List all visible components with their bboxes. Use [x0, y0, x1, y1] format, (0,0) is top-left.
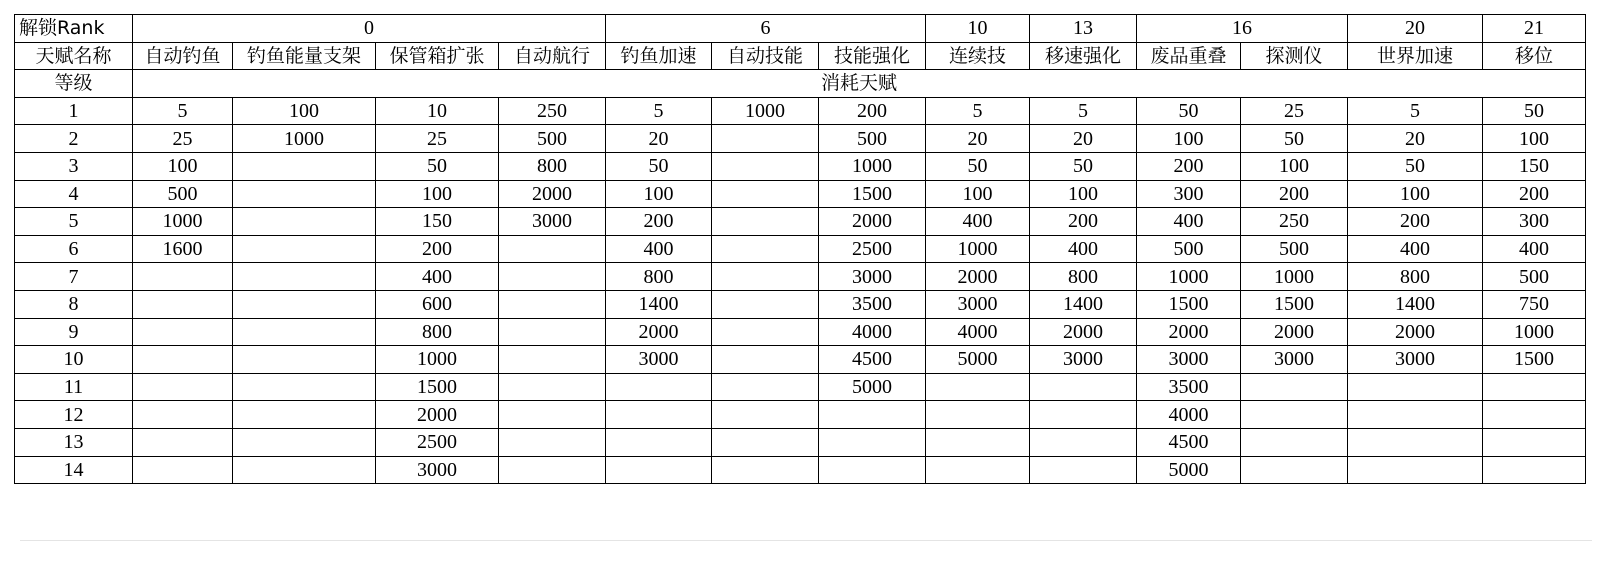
cost-cell: 3000	[376, 456, 499, 484]
level-cell: 12	[15, 401, 133, 429]
cost-cell: 100	[926, 180, 1030, 208]
cost-cell: 5	[133, 97, 233, 125]
cost-cell: 1500	[819, 180, 926, 208]
table-row	[15, 456, 1586, 484]
cost-cell: 100	[1241, 152, 1348, 180]
cost-cell	[606, 428, 712, 456]
cost-cell: 4000	[819, 318, 926, 346]
cost-cell: 2000	[1348, 318, 1483, 346]
cost-cell: 500	[1483, 263, 1586, 291]
cost-cell: 1400	[1030, 290, 1137, 318]
cost-cell: 600	[376, 290, 499, 318]
cost-cell	[606, 373, 712, 401]
cost-cell: 250	[499, 97, 606, 125]
talent-cost-sheet	[14, 14, 1586, 484]
cost-cell	[133, 373, 233, 401]
cost-cell: 1000	[1137, 263, 1241, 291]
cost-cell	[926, 373, 1030, 401]
cost-cell	[712, 290, 819, 318]
cost-cell: 3000	[819, 263, 926, 291]
cost-cell: 5000	[1137, 456, 1241, 484]
cost-cell: 3000	[499, 208, 606, 236]
cost-cell	[499, 456, 606, 484]
cost-cell: 2000	[819, 208, 926, 236]
talent-name-cell: 移位	[1483, 42, 1586, 70]
cost-cell: 3000	[1030, 346, 1137, 374]
talent-name-cell: 移速强化	[1030, 42, 1137, 70]
cost-cell	[233, 290, 376, 318]
cost-cell: 4000	[1137, 401, 1241, 429]
talent-name-cell: 探测仪	[1241, 42, 1348, 70]
talent-name-cell: 保管箱扩张	[376, 42, 499, 70]
cost-cell	[499, 290, 606, 318]
cost-cell: 500	[1137, 235, 1241, 263]
cost-cell: 1000	[233, 125, 376, 153]
cost-cell	[233, 235, 376, 263]
rank-group-16: 16	[1137, 15, 1348, 43]
cost-label: 消耗天赋	[133, 70, 1586, 98]
cost-cell	[926, 456, 1030, 484]
cost-cell	[133, 428, 233, 456]
cost-cell	[233, 263, 376, 291]
talent-name-cell: 钓鱼能量支架	[233, 42, 376, 70]
cost-cell: 500	[499, 125, 606, 153]
cost-cell: 150	[376, 208, 499, 236]
cost-cell: 5000	[819, 373, 926, 401]
cost-cell	[1241, 456, 1348, 484]
talent-cost-table	[14, 14, 1586, 484]
cost-cell	[499, 318, 606, 346]
cost-cell: 5	[926, 97, 1030, 125]
table-row	[15, 208, 1586, 236]
cost-cell: 400	[1348, 235, 1483, 263]
cost-cell: 1500	[1241, 290, 1348, 318]
cost-cell: 2500	[819, 235, 926, 263]
page-divider	[20, 540, 1592, 541]
cost-cell	[1241, 428, 1348, 456]
cost-cell: 2000	[926, 263, 1030, 291]
cost-cell: 500	[1241, 235, 1348, 263]
cost-cell: 20	[606, 125, 712, 153]
level-cell: 13	[15, 428, 133, 456]
table-row	[15, 373, 1586, 401]
cost-cell: 500	[819, 125, 926, 153]
cost-cell	[926, 401, 1030, 429]
cost-cell	[1348, 428, 1483, 456]
cost-cell: 2000	[376, 401, 499, 429]
cost-cell: 50	[1483, 97, 1586, 125]
talent-name-cell: 自动航行	[499, 42, 606, 70]
talent-name-cell: 世界加速	[1348, 42, 1483, 70]
cost-cell: 50	[376, 152, 499, 180]
cost-cell: 50	[926, 152, 1030, 180]
cost-cell: 100	[133, 152, 233, 180]
rank-group-6: 6	[606, 15, 926, 43]
cost-cell: 800	[1030, 263, 1137, 291]
cost-cell: 50	[1241, 125, 1348, 153]
unlock-rank-label: 解锁Rank	[15, 15, 133, 43]
cost-cell: 400	[1030, 235, 1137, 263]
cost-cell	[1241, 373, 1348, 401]
cost-cell	[233, 318, 376, 346]
talent-name-row	[15, 42, 1586, 70]
cost-cell: 1000	[712, 97, 819, 125]
cost-cell: 1000	[926, 235, 1030, 263]
cost-cell: 3000	[606, 346, 712, 374]
cost-cell	[1483, 401, 1586, 429]
cost-cell	[233, 401, 376, 429]
cost-cell	[499, 263, 606, 291]
cost-cell: 200	[1030, 208, 1137, 236]
cost-cell	[133, 290, 233, 318]
cost-cell	[1348, 373, 1483, 401]
cost-cell: 25	[1241, 97, 1348, 125]
talent-name-cell: 技能强化	[819, 42, 926, 70]
cost-cell	[1030, 373, 1137, 401]
cost-cell	[1348, 456, 1483, 484]
cost-cell: 20	[1030, 125, 1137, 153]
cost-cell	[1241, 401, 1348, 429]
level-cell: 2	[15, 125, 133, 153]
table-row	[15, 97, 1586, 125]
cost-cell	[1483, 428, 1586, 456]
level-cell: 14	[15, 456, 133, 484]
rank-group-10: 10	[926, 15, 1030, 43]
table-row	[15, 346, 1586, 374]
cost-cell: 200	[606, 208, 712, 236]
cost-cell: 25	[376, 125, 499, 153]
cost-cell: 400	[1137, 208, 1241, 236]
level-cell: 3	[15, 152, 133, 180]
cost-cell: 5000	[926, 346, 1030, 374]
cost-cell	[712, 125, 819, 153]
cost-cell	[233, 346, 376, 374]
cost-cell: 20	[1348, 125, 1483, 153]
cost-cell	[499, 235, 606, 263]
cost-cell: 1000	[819, 152, 926, 180]
cost-cell: 1500	[1137, 290, 1241, 318]
cost-cell: 1400	[606, 290, 712, 318]
cost-cell: 100	[606, 180, 712, 208]
cost-cell	[233, 152, 376, 180]
cost-cell	[606, 456, 712, 484]
cost-cell	[233, 428, 376, 456]
cost-cell	[819, 428, 926, 456]
talent-name-cell: 废品重叠	[1137, 42, 1241, 70]
level-cell: 10	[15, 346, 133, 374]
cost-cell: 300	[1137, 180, 1241, 208]
talent-name-cell: 钓鱼加速	[606, 42, 712, 70]
cost-cell	[133, 456, 233, 484]
cost-cell: 400	[1483, 235, 1586, 263]
cost-cell	[1030, 401, 1137, 429]
cost-cell: 400	[376, 263, 499, 291]
cost-cell	[1030, 456, 1137, 484]
cost-cell: 100	[1137, 125, 1241, 153]
cost-cell: 3000	[926, 290, 1030, 318]
rank-header-row	[15, 15, 1586, 43]
cost-cell	[926, 428, 1030, 456]
cost-cell: 800	[1348, 263, 1483, 291]
cost-cell: 2500	[376, 428, 499, 456]
cost-cell	[499, 428, 606, 456]
cost-cell: 400	[926, 208, 1030, 236]
table-row	[15, 318, 1586, 346]
cost-cell	[133, 401, 233, 429]
rank-group-0: 0	[133, 15, 606, 43]
table-row	[15, 428, 1586, 456]
level-header-row	[15, 70, 1586, 98]
level-label: 等级	[15, 70, 133, 98]
cost-cell: 3000	[1137, 346, 1241, 374]
cost-cell	[499, 346, 606, 374]
cost-cell	[712, 235, 819, 263]
cost-cell: 1600	[133, 235, 233, 263]
table-row	[15, 152, 1586, 180]
talent-name-cell: 连续技	[926, 42, 1030, 70]
cost-cell: 4500	[819, 346, 926, 374]
cost-cell	[712, 208, 819, 236]
cost-cell: 200	[1137, 152, 1241, 180]
cost-cell	[233, 180, 376, 208]
cost-cell	[1348, 401, 1483, 429]
cost-cell	[133, 346, 233, 374]
level-cell: 6	[15, 235, 133, 263]
cost-cell: 100	[1483, 125, 1586, 153]
cost-cell: 750	[1483, 290, 1586, 318]
cost-cell: 3500	[819, 290, 926, 318]
table-row	[15, 125, 1586, 153]
cost-cell: 200	[819, 97, 926, 125]
cost-cell: 1400	[1348, 290, 1483, 318]
cost-cell: 150	[1483, 152, 1586, 180]
cost-cell: 1000	[1483, 318, 1586, 346]
cost-cell: 500	[133, 180, 233, 208]
cost-cell	[712, 318, 819, 346]
cost-cell: 1000	[376, 346, 499, 374]
cost-cell: 200	[376, 235, 499, 263]
cost-cell: 800	[376, 318, 499, 346]
table-row	[15, 235, 1586, 263]
level-cell: 8	[15, 290, 133, 318]
cost-cell: 50	[1348, 152, 1483, 180]
cost-cell: 2000	[1241, 318, 1348, 346]
cost-cell: 100	[1030, 180, 1137, 208]
cost-cell	[133, 263, 233, 291]
level-cell: 4	[15, 180, 133, 208]
level-cell: 7	[15, 263, 133, 291]
rank-group-21: 21	[1483, 15, 1586, 43]
cost-cell: 3000	[1348, 346, 1483, 374]
cost-cell	[233, 456, 376, 484]
talent-name-cell: 自动技能	[712, 42, 819, 70]
rank-group-20: 20	[1348, 15, 1483, 43]
cost-cell	[712, 346, 819, 374]
rank-group-13: 13	[1030, 15, 1137, 43]
talent-name-label: 天赋名称	[15, 42, 133, 70]
cost-cell: 50	[1030, 152, 1137, 180]
cost-cell	[499, 401, 606, 429]
cost-cell: 20	[926, 125, 1030, 153]
cost-cell	[712, 263, 819, 291]
cost-cell	[712, 456, 819, 484]
cost-cell	[712, 180, 819, 208]
cost-cell: 800	[499, 152, 606, 180]
cost-cell: 2000	[1030, 318, 1137, 346]
cost-cell: 200	[1483, 180, 1586, 208]
cost-cell: 100	[376, 180, 499, 208]
cost-cell: 200	[1348, 208, 1483, 236]
cost-cell: 5	[606, 97, 712, 125]
level-cell: 5	[15, 208, 133, 236]
table-row	[15, 263, 1586, 291]
cost-cell: 800	[606, 263, 712, 291]
talent-name-cell: 自动钓鱼	[133, 42, 233, 70]
cost-cell: 3000	[1241, 346, 1348, 374]
cost-cell: 100	[233, 97, 376, 125]
cost-cell	[499, 373, 606, 401]
cost-cell: 50	[1137, 97, 1241, 125]
cost-cell: 1500	[1483, 346, 1586, 374]
cost-cell: 10	[376, 97, 499, 125]
cost-cell: 3500	[1137, 373, 1241, 401]
cost-cell	[133, 318, 233, 346]
cost-cell	[712, 373, 819, 401]
cost-cell	[712, 428, 819, 456]
cost-cell	[819, 401, 926, 429]
table-row	[15, 180, 1586, 208]
cost-cell: 4000	[926, 318, 1030, 346]
cost-cell: 100	[1348, 180, 1483, 208]
cost-cell	[819, 456, 926, 484]
cost-cell: 2000	[499, 180, 606, 208]
table-row	[15, 401, 1586, 429]
cost-cell: 300	[1483, 208, 1586, 236]
cost-cell	[1030, 428, 1137, 456]
cost-cell: 200	[1241, 180, 1348, 208]
cost-cell	[606, 401, 712, 429]
cost-cell: 250	[1241, 208, 1348, 236]
cost-cell: 2000	[606, 318, 712, 346]
cost-cell: 2000	[1137, 318, 1241, 346]
level-cell: 9	[15, 318, 133, 346]
cost-cell: 1000	[1241, 263, 1348, 291]
cost-cell	[233, 208, 376, 236]
cost-cell	[712, 401, 819, 429]
cost-cell: 50	[606, 152, 712, 180]
cost-cell: 5	[1348, 97, 1483, 125]
cost-cell	[712, 152, 819, 180]
level-cell: 1	[15, 97, 133, 125]
cost-cell: 1500	[376, 373, 499, 401]
cost-cell	[1483, 456, 1586, 484]
cost-cell: 5	[1030, 97, 1137, 125]
cost-cell	[233, 373, 376, 401]
cost-cell	[1483, 373, 1586, 401]
cost-cell: 1000	[133, 208, 233, 236]
cost-cell: 25	[133, 125, 233, 153]
cost-cell: 400	[606, 235, 712, 263]
level-cell: 11	[15, 373, 133, 401]
cost-cell: 4500	[1137, 428, 1241, 456]
table-row	[15, 290, 1586, 318]
